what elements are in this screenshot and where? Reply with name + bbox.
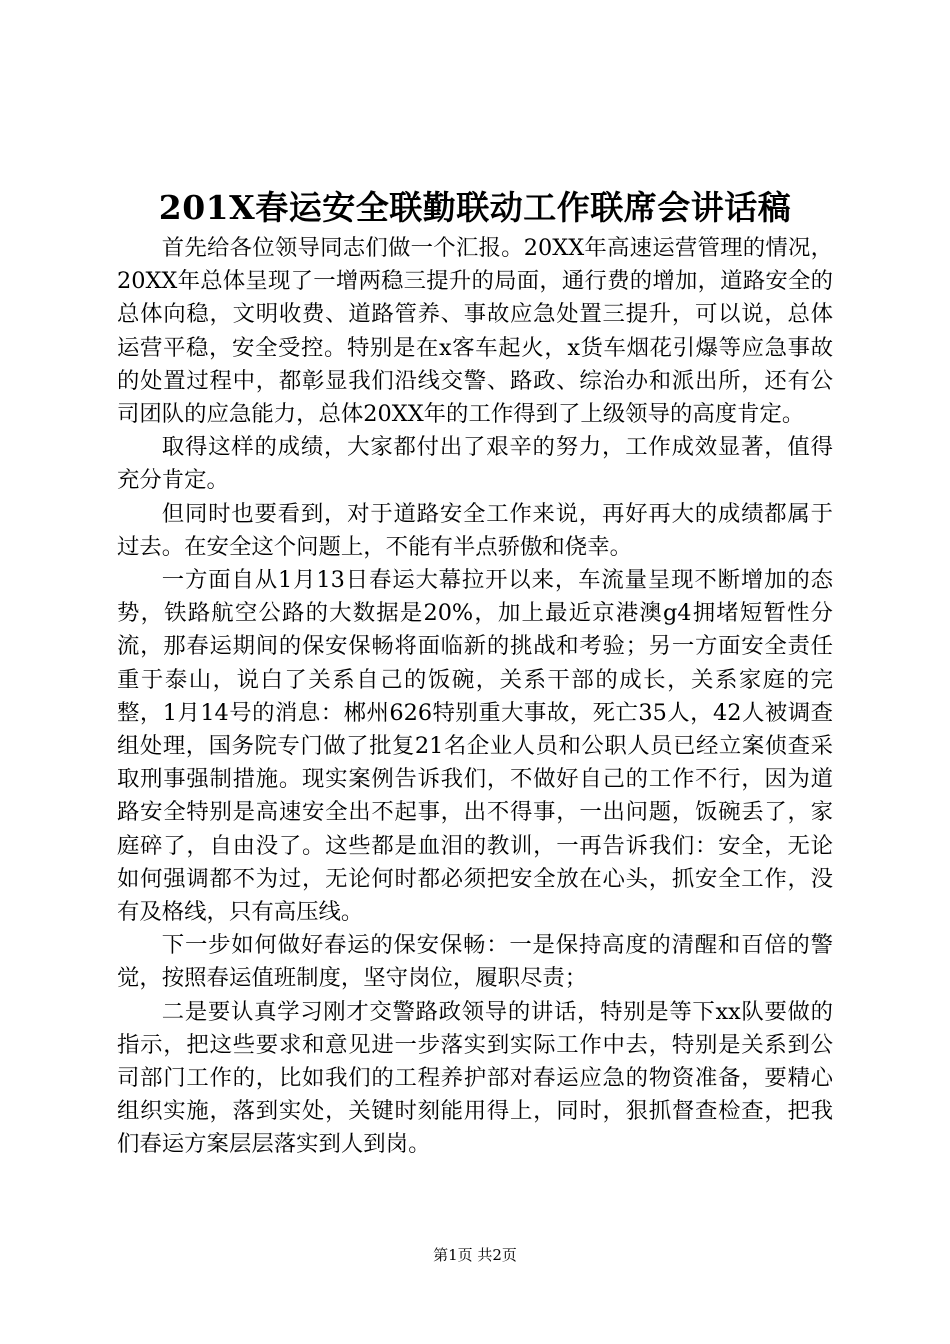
document-title: 201X春运安全联勤联动工作联席会讲话稿 (158, 188, 792, 227)
paragraph-achievements: 取得这样的成绩，大家都付出了艰辛的努力，工作成效显著，值得充分肯定。 (117, 434, 833, 494)
paragraph-caution: 但同时也要看到，对于道路安全工作来说，再好再大的成绩都属于过去。在安全这个问题上，不能有半点骄傲和侥幸。 (117, 500, 833, 560)
paragraph-report-summary: 首先给各位领导同志们做一个汇报。20XX年高速运营管理的情况，20XX年总体呈现了一增两稳三提升的局面，通行费的增加，道路安全的总体向稳，文明收费、道路管养、事故应急处置三提升，可以说，总体运营平稳，安全受控。特别是在x客车起火，x货车烟花引爆等应急事故的处置过程中，都彰显我们沿线交警、路政、综治办和派出所，还有公司团队的应急能力，总体20XX年的工作得到了上级领导的高度肯定。 (117, 235, 833, 428)
paragraph-next-step-two: 二是要认真学习刚才交警路政领导的讲话，特别是等下xx队要做的指示，把这些要求和意见进一步落实到实际工作中去，特别是关系到公司部门工作的，比如我们的工程养护部对春运应急的物资准备，要精心组织实施，落到实处，关键时刻能用得上，同时，狠抓督查检查，把我们春运方案层层落实到人到岗。 (117, 998, 833, 1158)
paragraph-next-step-one: 下一步如何做好春运的保安保畅：一是保持高度的清醒和百倍的警觉，按照春运值班制度，坚守岗位，履职尽责； (117, 932, 833, 992)
paragraph-safety-challenges: 一方面自从1月13日春运大幕拉开以来，车流量呈现不断增加的态势，铁路航空公路的大数据是20%，加上最近京港澳g4拥堵短暂性分流，那春运期间的保安保畅将面临新的挑战和考验；另一方面安全责任重于泰山，说白了关系自己的饭碗，关系干部的成长，关系家庭的完整，1月14号的消息：郴州626特别重大事故，死亡35人，42人被调查组处理，国务院专门做了批复21名企业人员和公职人员已经立案侦查采取刑事强制措施。现实案例告诉我们，不做好自己的工作不行，因为道路安全特别是高速安全出不起事，出不得事，一出问题，饭碗丢了，家庭碎了，自由没了。这些都是血泪的教训，一再告诉我们：安全，无论如何强调都不为过，无论何时都必须把安全放在心头，抓安全工作，没有及格线，只有高压线。 (117, 567, 833, 926)
page-footer: 第1页 共2页 (433, 1246, 517, 1264)
document-body (117, 232, 833, 1162)
